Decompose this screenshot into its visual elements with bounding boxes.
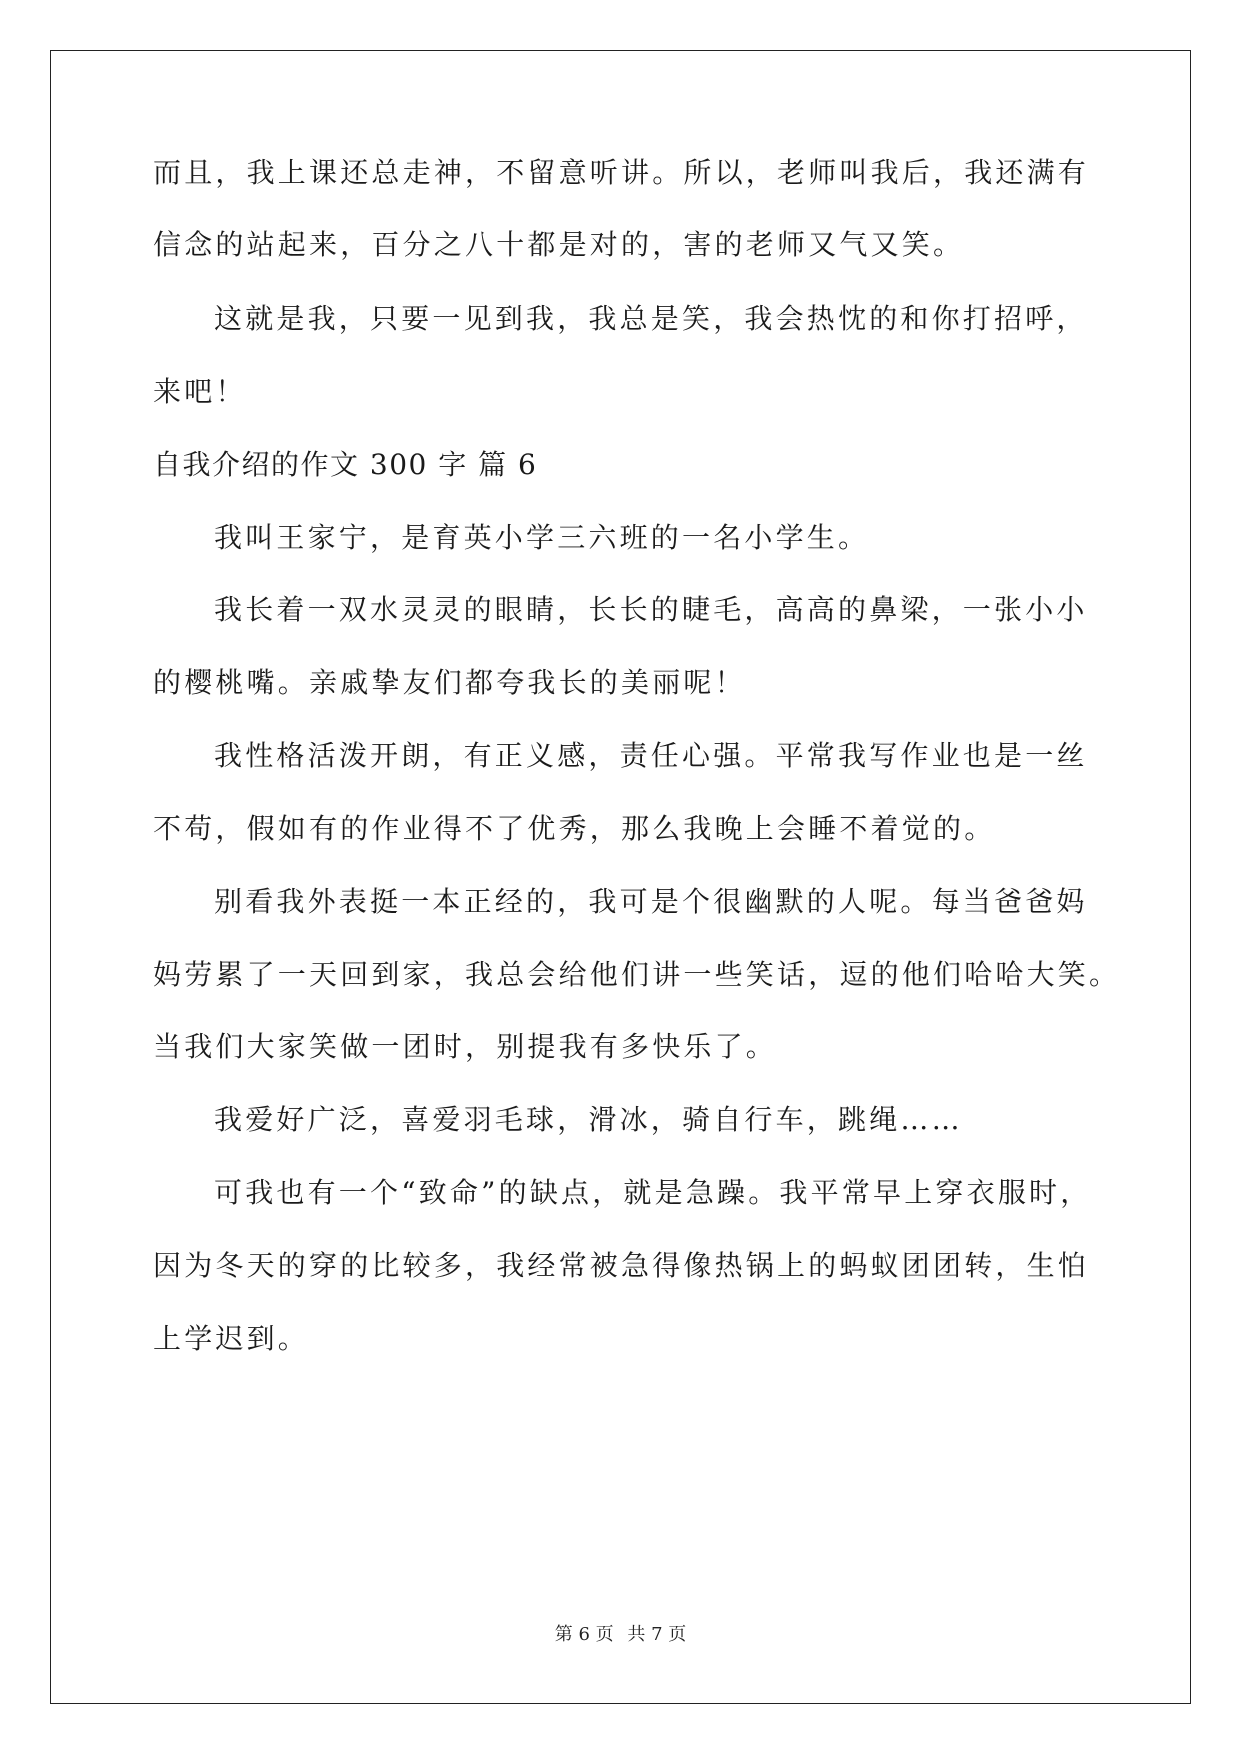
paragraph-start-line: 我叫王家宁，是育英小学三六班的一名小学生。 <box>214 521 870 554</box>
paragraph-start-line: 别看我外表挺一本正经的，我可是个很幽默的人呢。每当爸爸妈 <box>214 885 1088 918</box>
paragraph-start-line: 这就是我，只要一见到我，我总是笑，我会热忱的和你打招呼， <box>214 302 1088 335</box>
text-line: 妈劳累了一天回到家，我总会给他们讲一些笑话，逗的他们哈哈大笑。 <box>153 958 1121 991</box>
text-line: 来吧！ <box>153 375 247 408</box>
text-line: 信念的站起来，百分之八十都是对的，害的老师又气又笑。 <box>153 228 965 261</box>
page-total: 共 7 页 <box>627 1624 687 1645</box>
page-footer <box>0 1623 1241 1647</box>
text-line: 因为冬天的穿的比较多，我经常被急得像热锅上的蚂蚁团团转，生怕 <box>153 1249 1090 1282</box>
page-border <box>50 50 1191 1704</box>
page-number: 第 6 页 <box>554 1624 614 1645</box>
section-heading: 自我介绍的作文 300 字 篇 6 <box>153 448 538 481</box>
text-line: 当我们大家笑做一团时，别提我有多快乐了。 <box>153 1030 778 1063</box>
paragraph-start-line: 我性格活泼开朗，有正义感，责任心强。平常我写作业也是一丝 <box>214 739 1088 772</box>
text-line: 上学迟到。 <box>153 1322 310 1355</box>
paragraph-start-line: 我爱好广泛，喜爱羽毛球，滑冰，骑自行车，跳绳…… <box>214 1103 963 1136</box>
text-line: 的樱桃嘴。亲戚挚友们都夸我长的美丽呢！ <box>153 666 746 699</box>
paragraph-start-line: 我长着一双水灵灵的眼睛，长长的睫毛，高高的鼻梁，一张小小 <box>214 593 1088 626</box>
text-line: 而且，我上课还总走神，不留意听讲。所以，老师叫我后，我还满有 <box>153 156 1090 189</box>
paragraph-start-line: 可我也有一个“致命”的缺点，就是急躁。我平常早上穿衣服时， <box>214 1176 1092 1209</box>
text-line: 不苟，假如有的作业得不了优秀，那么我晚上会睡不着觉的。 <box>153 812 996 845</box>
